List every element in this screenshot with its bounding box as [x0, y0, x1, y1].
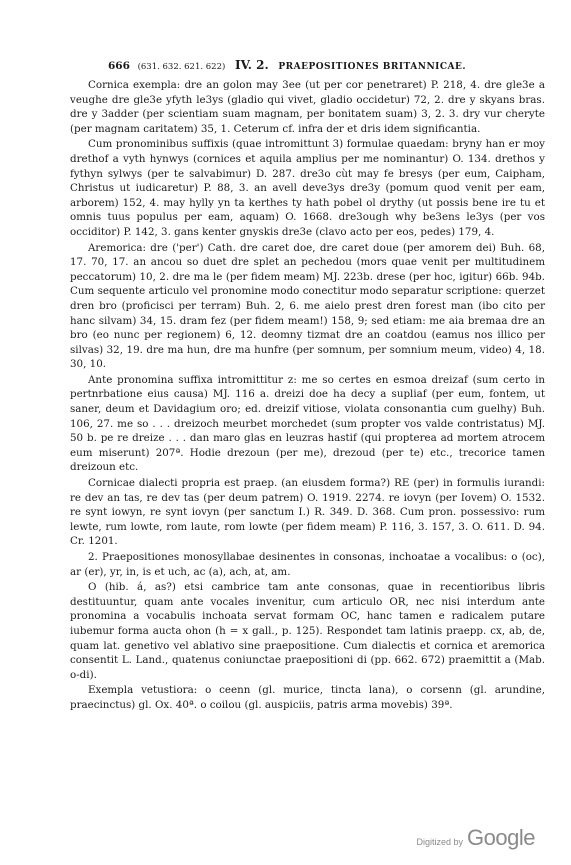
section-number: IV. 2.	[234, 58, 269, 72]
running-header	[108, 58, 548, 72]
paragraph-o-hib: O (hib. á, as?) etsi cambrice tam ante consonas, quae in recentioribus libris destituuntur, quam ante vocales invenitur, cum articulo OR, nec nisi interdum ante pronomina a vocabulis inchoata servat formam OC, hanc tamen e radicalem putare iubemur forma aucta ohon (h = x gall., p. 125). Respondet tam latinis praepp. cx, ab, de, quam lat. genetivo vel ablativo sine praepositione. Cum dialectis et cornica et aremorica consentit L. Land., quatenus coniunctae praepositioni di (pp. 662. 672) praemittit a (Mab. o-di).	[70, 581, 545, 681]
header-title: PRAEPOSITIONES BRITANNICAE.	[278, 62, 467, 72]
page-number: 666	[108, 60, 130, 72]
header-refs: (631. 632. 621. 622)	[137, 62, 226, 72]
paragraph-ante-pronomina: Ante pronomina suffixa intromittitur z: me so certes en esmoa dreizaf (sum certo in pertnrbatione eius causa) MJ. 116 a. dreizi doe ha decy a supliaf (per eum, fontem, ut saner, deum et Davidagium oro; ed. dreizif vitiose, violata consonantia cum guelhy) Buh. 106, 27. me so . . . dreizoch meurbet morchedet (sum propter vos valde contristatus) MJ. 50 b. pe re dreize . . . dan maro glas en leuzras hastif (qui propterea ad mortem atrocem eum miserunt) 207ª. Hodie drezoun (per me), drezoud (per te) etc., trecorice tamen dreizoun etc.	[70, 373, 545, 474]
google-logo: Google	[467, 825, 535, 850]
paragraph-pronominibus: Cum pronominibus suffixis (quae intromittunt 3) formulae quaedam: bryny han er moy drethof a vyth hynwys (cornices et aquila amplius per me nominantur) O. 134. drethos y fythyn sylwys (per te salvabimur) D. 287. dre3o cùt may fe bresys (per eum, Caipham, Christus ut iudicaretur) P. 88, 3. an avell deve3ys dre3y (pomum quod venit per eam, arborem) 152, 4. may hylly yn ta kerthes ty hath pobel ol drythy (ut possis bene ire tu et omnis tuus populus per eam, aquam) O. 1668. dre3ough why be3ens le3ys (per vos occiditor) P. 142, 3. gans kenter gnyskis dre3e (clavo acto per eos, pedes) 179, 4.	[70, 138, 545, 238]
paragraph-exempla-vetustiora: Exempla vetustiora: o ceenn (gl. murice, tincta lana), o corsenn (gl. arundine, praecinctus) gl. Ox. 40ª. o coilou (gl. auspiciis, patris arma movebis) 39ª.	[70, 684, 545, 711]
digitized-label: Digitized by	[416, 837, 464, 847]
paragraph-aremorica: Aremorica: dre ('per') Cath. dre caret doe, dre caret doue (per amorem dei) Buh. 68, 17. 70, 17. an ancou so duet dre splet an pechedou (mors quae venit per multitudinem peccatorum) 10, 2. dre ma le (per fidem meam) MJ. 223b. drese (per hoc, igitur) 66b. 94b. Cum sequente articulo vel pronomine modo conectitur modo separatur scriptione: querzet dren bro (proficisci per terram) Buh. 2, 6. me aielo prest dren forest man (ibo cito per hanc silvam) 34, 15. dram fez (per fidem meam!) 158, 9; sed etiam: me aia bremaa dre an bro (eo nunc per regionem) 6, 12. deomny tizmat dre an coatdou (eamus nos illico per silvas) 32, 19. dre ma hun, dre ma hunfre (per somnum, per somnium meum, video) 4, 18. 30, 10.	[70, 241, 545, 371]
digitized-watermark	[417, 825, 535, 851]
paragraph-praepositiones: 2. Praepositiones monosyllabae desinentes in consonas, inchoatae a vocalibus: o (oc), ar (er), yr, in, is et uch, ac (a), ach, at, am.	[70, 551, 545, 578]
body-text	[70, 78, 545, 714]
paragraph-cornicae-dialecti: Cornicae dialecti propria est praep. (an eiusdem forma?) RE (per) in formulis iurandi: re dev an tas, re dev tas (per deum patrem) O. 1919. 2274. re iovyn (per Iovem) O. 1532. re synt iowyn, re synt iovyn (per sanctum I.) R. 349. D. 368. Cum pron. possessivo: rum lewte, rum lowte, rom laute, rom lowte (per fidem meam) P. 116, 3. 157, 3. O. 611. D. 94. Cr. 1201.	[70, 477, 545, 548]
paragraph-cornica-exempla: Cornica exempla: dre an golon may 3ee (ut per cor penetraret) P. 218, 4. dre gle3e a veughe dre gle3e yfyth le3ys (gladio qui vivet, gladio occidetur) 72, 2. dre y skyans bras. dre y 3adder (per scientiam suam magnam, per bonitatem suam) 3, 2. 3. dry vur cheryte (per magnam caritatem) 35, 1. Ceterum cf. infra der et dris idem significantia.	[70, 79, 545, 135]
